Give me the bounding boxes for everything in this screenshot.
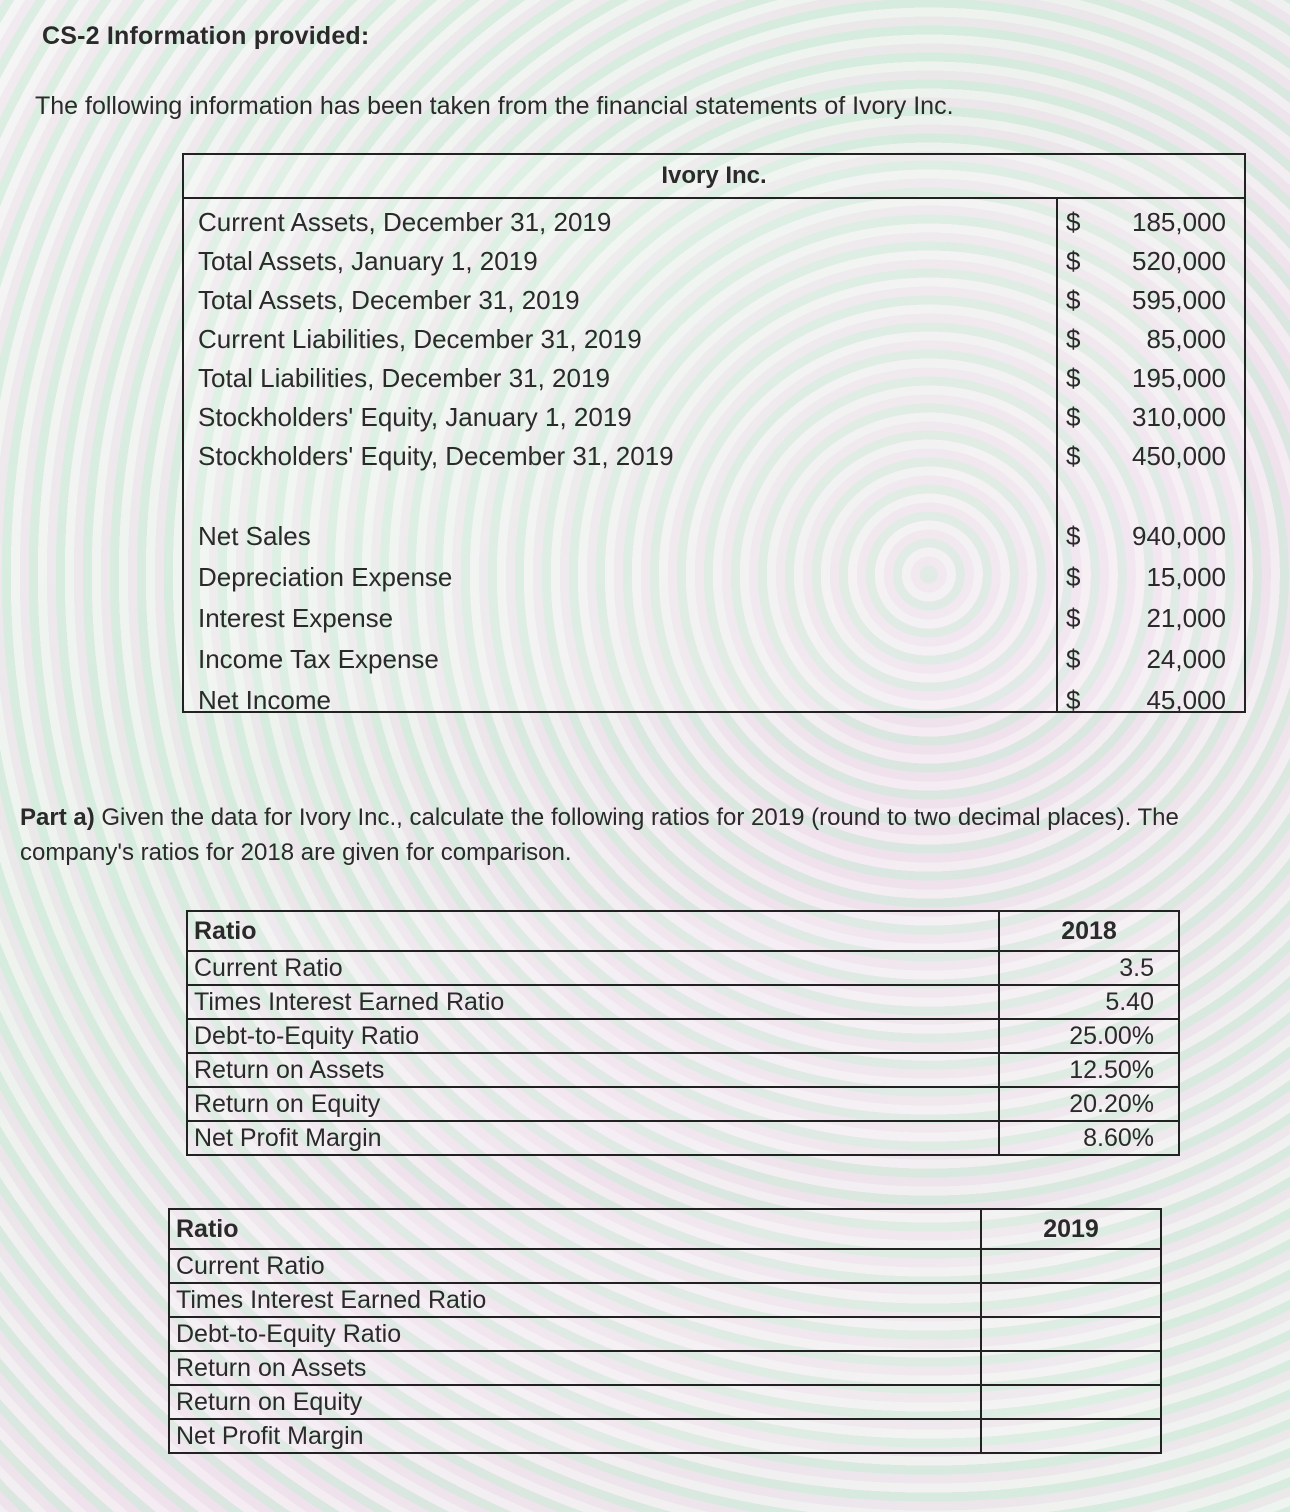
info-value: 21,000 (1146, 603, 1226, 633)
currency-symbol: $ (1066, 441, 1081, 471)
year-header: 2019 (981, 1209, 1161, 1249)
ratio-answer-cell[interactable] (981, 1283, 1161, 1317)
info-value: 15,000 (1146, 562, 1226, 592)
ratio-name: Debt-to-Equity Ratio (169, 1317, 981, 1351)
info-row (184, 203, 1244, 242)
part-a-text: Given the data for Ivory Inc., calculate the following ratios for 2019 (round to two decimal places). The company's ratios for 2018 are given for comparison. (20, 804, 1179, 866)
table-row (187, 1121, 1179, 1155)
currency-symbol: $ (1066, 603, 1081, 633)
ratio-value: 25.00% (999, 1019, 1179, 1053)
table-row (169, 1419, 1161, 1453)
table-row (187, 951, 1179, 985)
ratio-value: 5.40 (999, 985, 1179, 1019)
info-value: 520,000 (1132, 246, 1226, 276)
info-label: Current Liabilities, December 31, 2019 (198, 324, 642, 354)
ratio-answer-cell[interactable] (981, 1249, 1161, 1283)
table-row (187, 1019, 1179, 1053)
ratio-name: Current Ratio (169, 1249, 981, 1283)
ratio-name: Net Profit Margin (169, 1419, 981, 1453)
table-row (169, 1385, 1161, 1419)
info-label: Income Tax Expense (198, 644, 439, 674)
ratio-name: Return on Assets (187, 1053, 999, 1087)
ratios-2019-table (168, 1208, 1162, 1454)
info-label: Interest Expense (198, 603, 394, 633)
ratio-name: Times Interest Earned Ratio (187, 985, 999, 1019)
ivory-info-table (182, 153, 1246, 713)
currency-symbol: $ (1066, 562, 1081, 592)
info-row (184, 359, 1244, 398)
currency-symbol: $ (1066, 285, 1081, 315)
info-label: Net Sales (198, 521, 311, 551)
ratio-name: Return on Assets (169, 1351, 981, 1385)
info-row (184, 681, 1244, 720)
info-label: Stockholders' Equity, January 1, 2019 (198, 402, 632, 432)
ratio-name: Times Interest Earned Ratio (169, 1283, 981, 1317)
currency-symbol: $ (1066, 685, 1081, 715)
table-row (187, 1053, 1179, 1087)
info-value: 185,000 (1132, 207, 1226, 237)
info-value: 450,000 (1132, 441, 1226, 471)
ratio-answer-cell[interactable] (981, 1385, 1161, 1419)
info-label: Current Assets, December 31, 2019 (198, 207, 612, 237)
info-row (184, 281, 1244, 320)
info-value: 24,000 (1146, 644, 1226, 674)
info-value: 310,000 (1132, 402, 1226, 432)
table-row (169, 1317, 1161, 1351)
table-row (169, 1351, 1161, 1385)
info-table-title: Ivory Inc. (184, 155, 1244, 199)
ratios-2018-table (186, 910, 1180, 1156)
ratio-value: 12.50% (999, 1053, 1179, 1087)
info-value: 45,000 (1146, 685, 1226, 715)
info-label: Stockholders' Equity, December 31, 2019 (198, 441, 674, 471)
ratio-header: Ratio (169, 1209, 981, 1249)
table-row (187, 985, 1179, 1019)
ratio-name: Debt-to-Equity Ratio (187, 1019, 999, 1053)
info-label: Depreciation Expense (198, 562, 453, 592)
info-row (184, 599, 1244, 638)
info-value: 85,000 (1146, 324, 1226, 354)
intro-text: The following information has been taken from the financial statements of Ivory Inc. (35, 92, 954, 120)
ratio-header: Ratio (187, 911, 999, 951)
info-row (184, 242, 1244, 281)
ratio-name: Return on Equity (169, 1385, 981, 1419)
info-label: Total Assets, January 1, 2019 (198, 246, 538, 276)
table-row (169, 1249, 1161, 1283)
table-row (169, 1283, 1161, 1317)
info-row (184, 558, 1244, 597)
ratio-answer-cell[interactable] (981, 1317, 1161, 1351)
info-value: 940,000 (1132, 521, 1226, 551)
ratio-value: 20.20% (999, 1087, 1179, 1121)
ratio-name: Return on Equity (187, 1087, 999, 1121)
currency-symbol: $ (1066, 207, 1081, 237)
ratio-answer-cell[interactable] (981, 1351, 1161, 1385)
ratio-value: 8.60% (999, 1121, 1179, 1155)
ratio-name: Net Profit Margin (187, 1121, 999, 1155)
currency-symbol: $ (1066, 644, 1081, 674)
info-row (184, 320, 1244, 359)
info-label: Net Income (198, 685, 331, 715)
currency-symbol: $ (1066, 246, 1081, 276)
info-label: Total Liabilities, December 31, 2019 (198, 363, 610, 393)
info-row (184, 437, 1244, 476)
info-value: 595,000 (1132, 285, 1226, 315)
table-header-row (187, 911, 1179, 951)
ratio-name: Current Ratio (187, 951, 999, 985)
part-a-label: Part a) (20, 804, 95, 831)
section-heading: CS-2 Information provided: (42, 22, 370, 50)
info-label: Total Assets, December 31, 2019 (198, 285, 580, 315)
info-row (184, 398, 1244, 437)
info-row (184, 640, 1244, 679)
info-value: 195,000 (1132, 363, 1226, 393)
ratio-answer-cell[interactable] (981, 1419, 1161, 1453)
currency-symbol: $ (1066, 402, 1081, 432)
ratio-value: 3.5 (999, 951, 1179, 985)
currency-symbol: $ (1066, 521, 1081, 551)
info-row (184, 517, 1244, 556)
year-header: 2018 (999, 911, 1179, 951)
part-a-instructions (20, 800, 1270, 870)
table-header-row (169, 1209, 1161, 1249)
table-row (187, 1087, 1179, 1121)
currency-symbol: $ (1066, 324, 1081, 354)
currency-symbol: $ (1066, 363, 1081, 393)
